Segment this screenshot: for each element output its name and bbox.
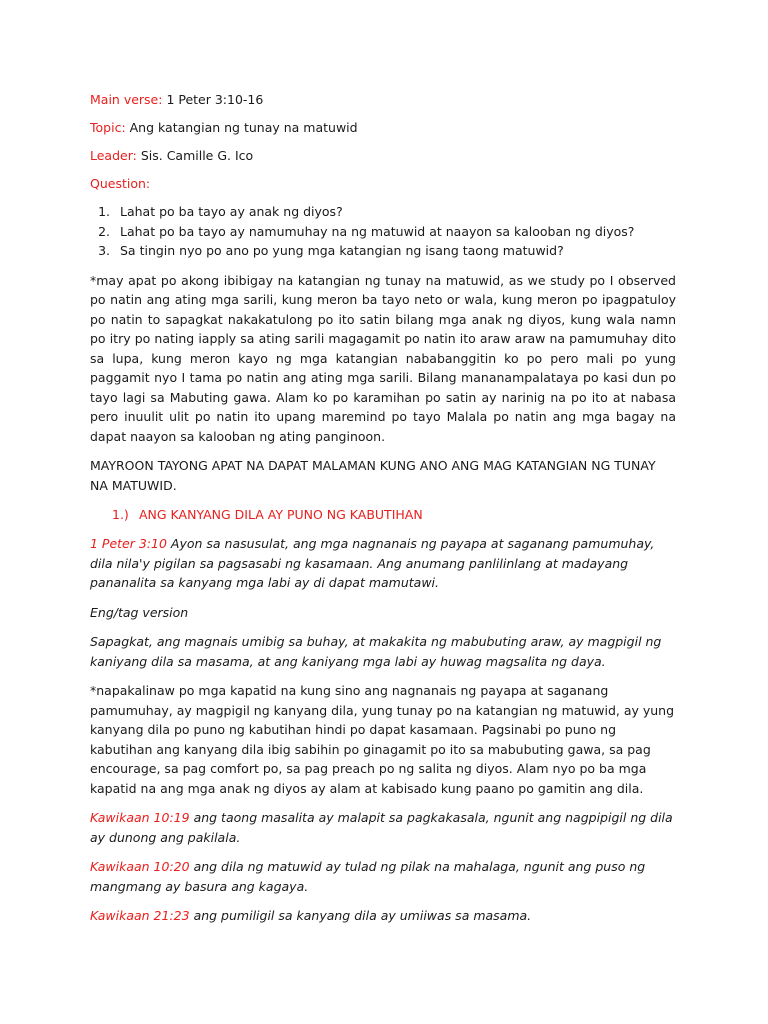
explanation-paragraph: *napakalinaw po mga kapatid na kung sino ang nagnanais ng payapa at saganang pamumuhay, ay magpigil ng kanyang dila, yung tunay po na katangian ng matuwid, ay yung kanyang dila po puno ng kabutihan hindi po dapat kasamaan. Pagsinabi po puno ng kabutihan ang kanyang dila ibig sabihin po ginagamit po ito sa mabubuting gawa, sa pag encourage, sa pag comfort po, sa pag preach po ng salita ng diyos. Alam nyo po ba mga kapatid na ang mga anak ng diyos ay alam at kabisado kung paano po gamitin ang dila. xyxy=(90,683,675,796)
proverb-reference: Kawikaan 21:23 xyxy=(90,908,190,923)
leader-line xyxy=(90,146,676,165)
topic-label: Topic: xyxy=(90,120,126,135)
proverb-text: ang dila ng matuwid ay tulad ng pilak na mahalaga, ngunit ang puso ng mangmang ay basura ang kagaya. xyxy=(90,859,646,894)
leader-value: Sis. Camille G. Ico xyxy=(136,148,254,163)
main-verse-label: Main verse: xyxy=(90,92,163,107)
proverb-text: ang pumiligil sa kanyang dila ay umiiwas sa masama. xyxy=(189,908,532,923)
verse-paragraph xyxy=(90,534,676,593)
verse-reference: 1 Peter 3:10 xyxy=(90,536,167,551)
eng-tag-text: Sapagkat, ang magnais umibig sa buhay, at makakita ng mabubuting araw, ay magpigil ng kaniyang dila sa masama, at ang kaniyang mga labi ay huwag magsalita ng daya. xyxy=(90,634,662,669)
topic-value: Ang katangian ng tunay na matuwid xyxy=(125,120,358,135)
question-list xyxy=(90,202,676,261)
question-item: 2. Lahat po ba tayo ay namumuhay na ng matuwid at naayon sa kalooban ng diyos? xyxy=(114,222,676,242)
leader-label: Leader: xyxy=(90,148,137,163)
proverb-reference: Kawikaan 10:19 xyxy=(90,810,190,825)
proverb-reference: Kawikaan 10:20 xyxy=(90,859,190,874)
point-heading xyxy=(112,505,676,524)
topic-line xyxy=(90,118,676,137)
proverb-paragraph xyxy=(90,906,676,926)
section-heading: MAYROON TAYONG APAT NA DAPAT MALAMAN KUNG ANO ANG MAG KATANGIAN NG TUNAY NA MATUWID. xyxy=(90,458,656,493)
intro-paragraph: *may apat po akong ibibigay na katangian ng tunay na matuwid, as we study po I observed po natin ang ating mga sarili, kung meron ba tayo neto or wala, kung meron po ipagpatuloy po natin to sapagkat nakakatulong po ito satin bilang mga anak ng diyos, kung wala namn po itry po nating iapply sa ating sarili magagamit po natin ito araw araw na pamumuhay dito sa lupa, kung meron kayo ng mga katangian nababanggitin ko po pero mali po yung paggamit nyo I tama po natin ang ating mga sarili. Bilang mananampalataya po kasi dun po tayo lagi sa Mabuting gawa. Alam ko po karamihan po satin ay narinig na po ito at nabasa pero inuulit ulit po natin ito upang maremind po tayo Malala po natin ang mga bagay na dapat naayon sa kalooban ng ating panginoon. xyxy=(90,272,676,444)
proverb-paragraph xyxy=(90,808,676,847)
verse-text: Ayon sa nasusulat, ang mga nagnanais ng payapa at saganang pamumuhay, dila nila'y pigilan sa pagsasabi ng kasamaan. Ang anumang panlilinlang at madayang pananalita sa kanyang mga labi ay di dapat mamutawi. xyxy=(90,536,655,590)
question-label: Question: xyxy=(90,176,151,191)
document-body xyxy=(90,90,676,936)
main-verse-line xyxy=(90,90,676,109)
question-item: 3. Sa tingin nyo po ano po yung mga katangian ng isang taong matuwid? xyxy=(114,241,676,261)
proverb-text: ang taong masalita ay malapit sa pagkakasala, ngunit ang nagpipigil ng dila ay dunong ang pakilala. xyxy=(90,810,673,845)
eng-tag-label: Eng/tag version xyxy=(90,604,189,620)
point-title: ANG KANYANG DILA AY PUNO NG KABUTIHAN xyxy=(139,507,423,522)
point-number: 1.) xyxy=(112,507,129,522)
question-item: 1. Lahat po ba tayo ay anak ng diyos? xyxy=(114,202,676,222)
proverb-paragraph xyxy=(90,857,676,896)
main-verse-value: 1 Peter 3:10-16 xyxy=(162,92,264,107)
